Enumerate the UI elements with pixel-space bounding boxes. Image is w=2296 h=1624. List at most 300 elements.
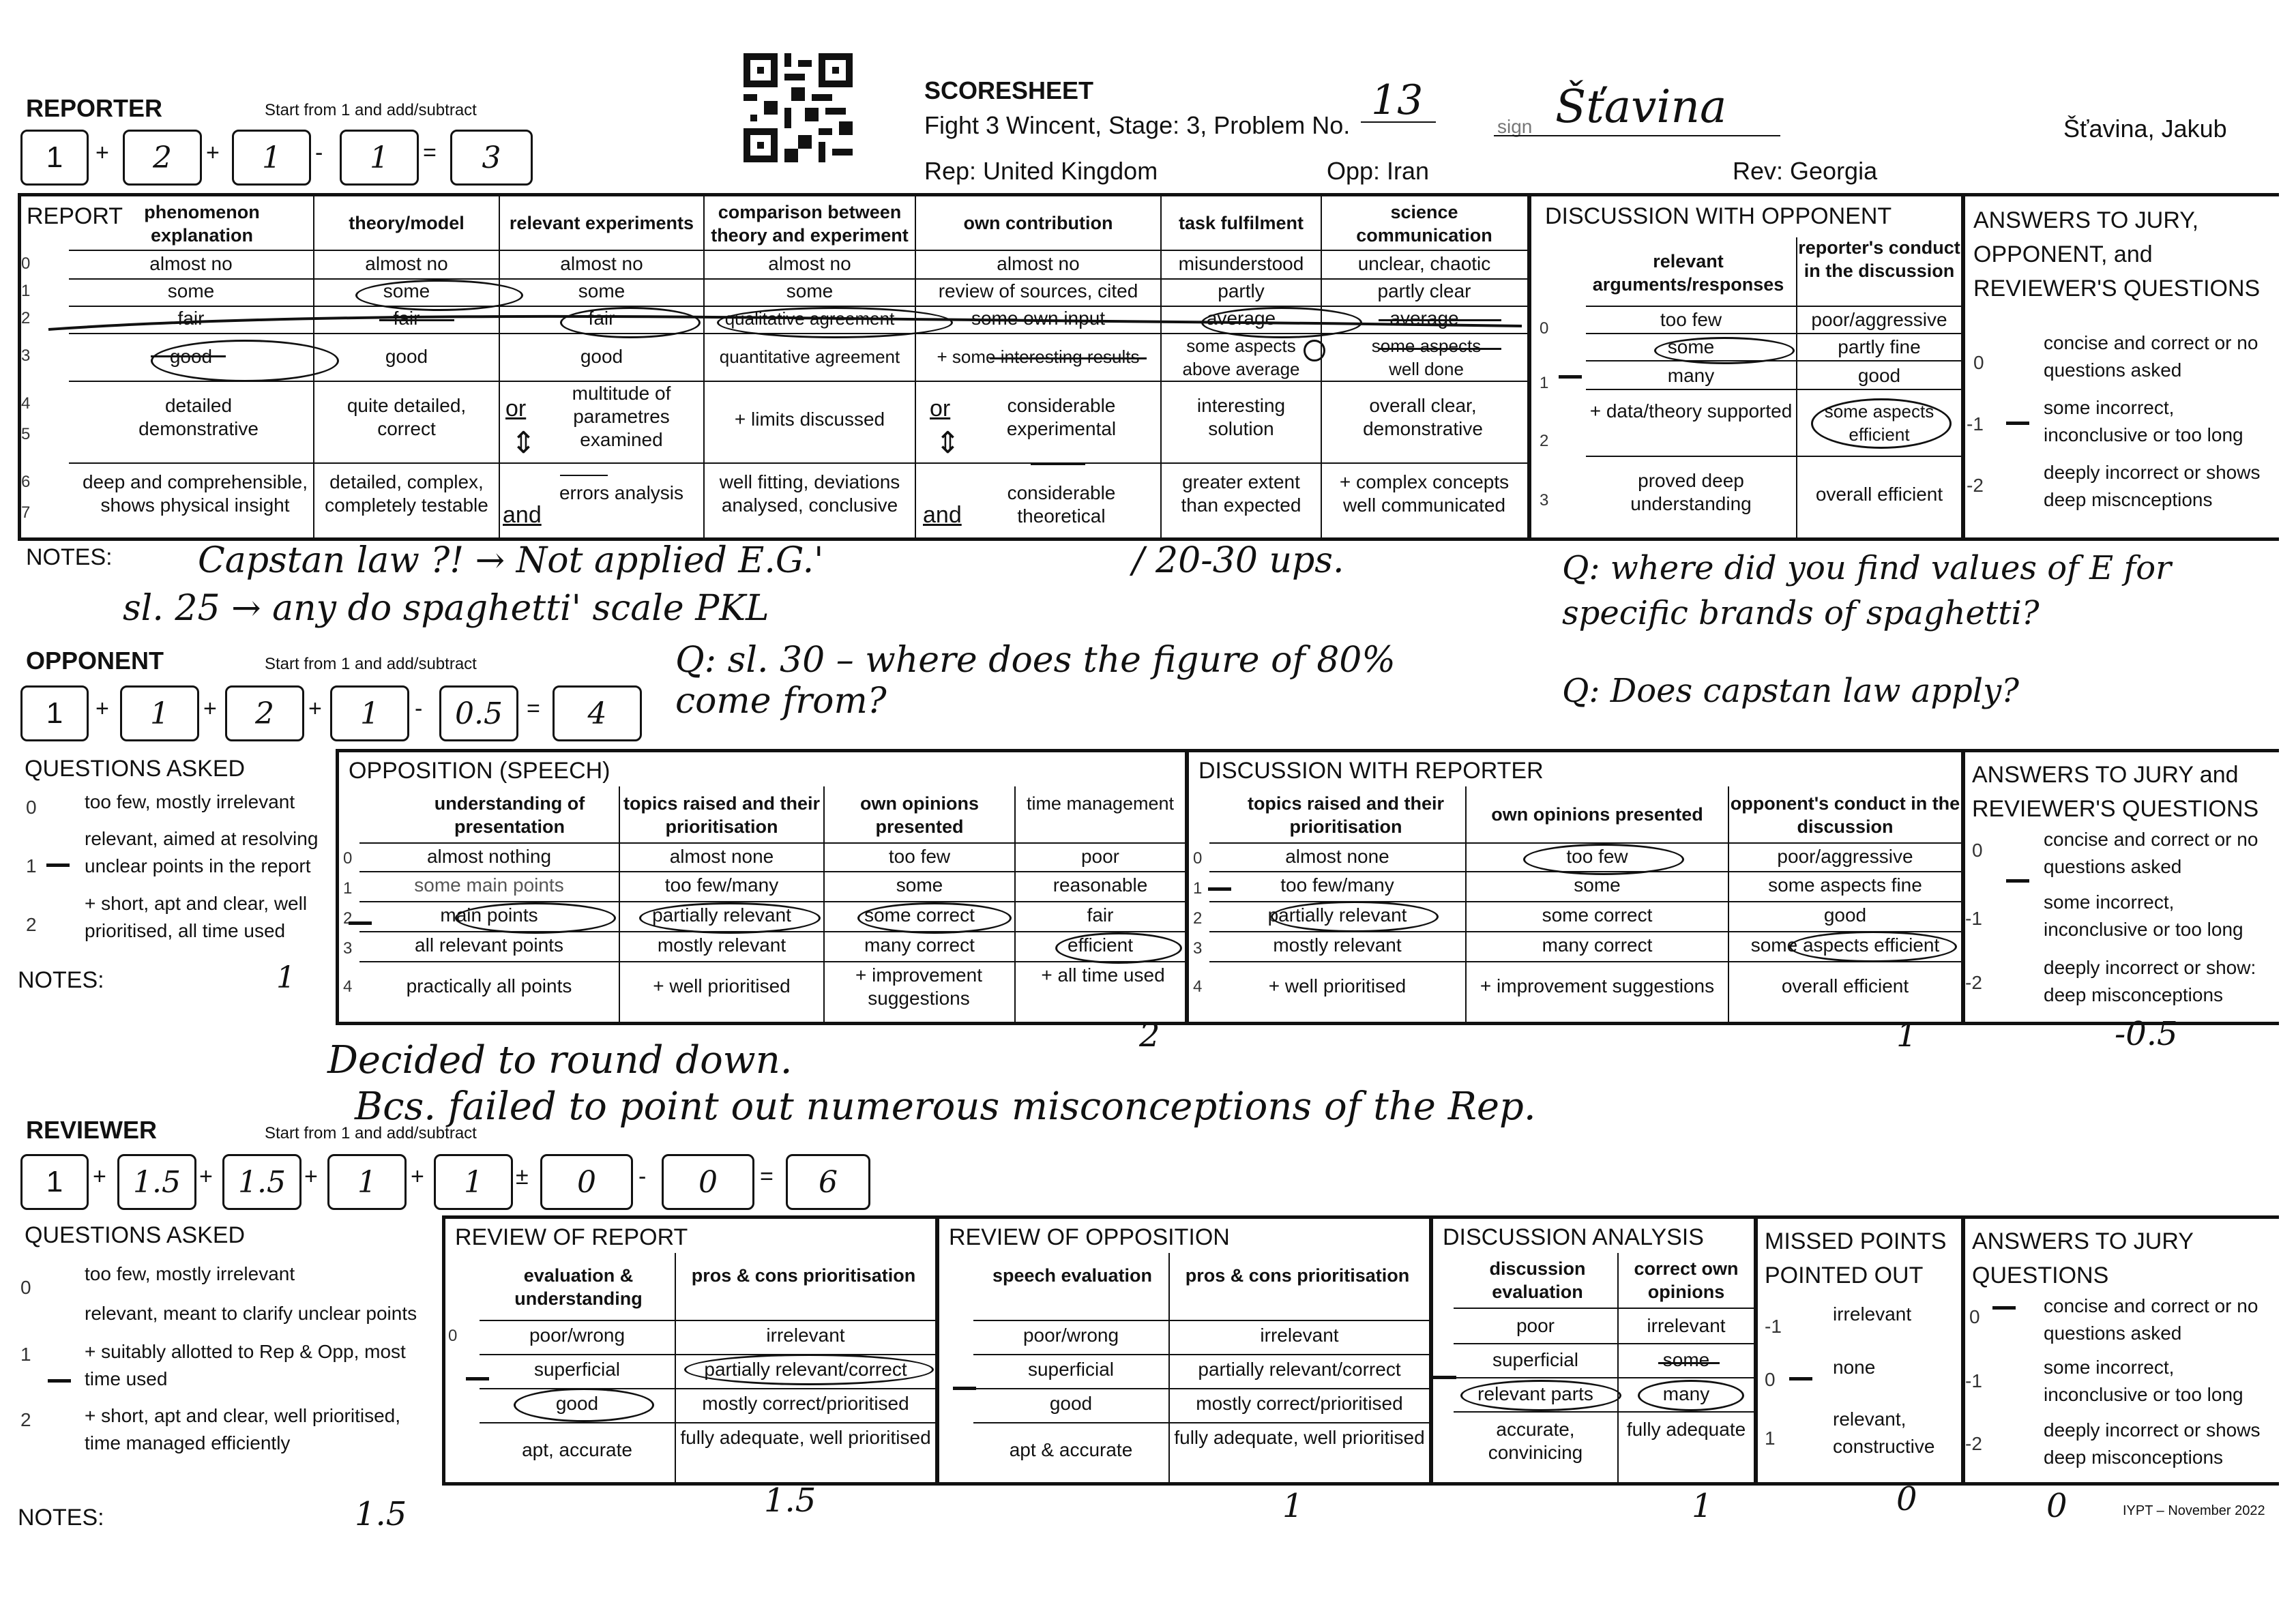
mp-title: MISSED POINTS POINTED OUT <box>1765 1228 1947 1288</box>
mark-circle <box>857 902 1012 934</box>
mark-circle <box>1460 1380 1621 1411</box>
mark-circle <box>455 902 616 934</box>
reviewer-calc-total[interactable]: 6 <box>786 1154 870 1210</box>
roo-option[interactable]: superficial <box>1027 1359 1115 1380</box>
speech-option[interactable]: + improvement suggestions <box>855 964 982 1009</box>
scale-label: 1 <box>1540 374 1549 392</box>
problem-underline <box>1361 121 1436 123</box>
strike-mark <box>990 357 1147 359</box>
col-header: phenomenon explanation <box>144 202 260 246</box>
scale-label: 2 <box>21 309 31 327</box>
disc-option[interactable]: many <box>1667 365 1715 386</box>
scale-label: 0 <box>1969 1306 1980 1327</box>
footer-label: IYPT – November 2022 <box>2123 1503 2265 1518</box>
scale-label: 0 <box>1540 319 1549 338</box>
da-option[interactable]: fully adequate <box>1626 1419 1746 1440</box>
reporter-title: REPORTER <box>26 94 163 122</box>
row-sep <box>359 871 1185 872</box>
report-option[interactable]: some aspects well done <box>1371 336 1482 379</box>
col-header: topics raised and their prioritisation <box>1247 793 1445 837</box>
speech-option[interactable]: some <box>896 874 943 896</box>
report-option[interactable]: average <box>1206 308 1276 329</box>
report-option[interactable]: multitude of parametres examined <box>572 383 671 450</box>
report-option[interactable]: detailed, complex, completely testable <box>325 471 488 516</box>
answer-option[interactable]: deeply incorrect or shows deep misconceptions <box>2044 1419 2261 1468</box>
reviewer-calc-questions[interactable]: 1.5 <box>117 1154 196 1210</box>
disc-option[interactable]: many correct <box>1542 934 1653 956</box>
scale-label: -1 <box>1965 908 1982 929</box>
scale-label: 0 <box>21 254 31 273</box>
roo-option[interactable]: poor/wrong <box>1022 1325 1119 1346</box>
row-sep <box>480 1388 935 1389</box>
disc-option[interactable]: + well prioritised <box>1268 975 1407 996</box>
reporter-calc-base[interactable]: 1 <box>20 130 89 186</box>
disc-option[interactable]: some aspects efficient <box>1750 934 1940 956</box>
disc-option[interactable]: good <box>1823 904 1867 926</box>
scale-label: 1 <box>1765 1428 1776 1449</box>
speech-option[interactable]: + all time used <box>1041 964 1165 986</box>
updown-arrow-icon: ⇕ <box>511 426 536 460</box>
scale-label: 6 <box>21 473 31 491</box>
calc-op: + <box>411 1164 424 1190</box>
ans-mark: -0.5 <box>2115 1015 2178 1053</box>
score-tick <box>1433 1376 1456 1379</box>
disc-option[interactable]: overall efficient <box>1815 484 1943 505</box>
disc-option[interactable]: partially relevant <box>1267 904 1407 926</box>
col-header: reporter's conduct in the discussion <box>1798 237 1960 281</box>
reviewer-hint: Start from 1 and add/subtract <box>265 1124 477 1142</box>
disc-option[interactable]: partly fine <box>1838 336 1921 357</box>
opponent-calc-answers[interactable]: 0.5 <box>439 685 518 741</box>
disc-option[interactable]: some <box>1574 874 1621 896</box>
ror-option[interactable]: partially relevant/correct <box>704 1359 907 1380</box>
scale-label: 1 <box>343 879 353 898</box>
scale-label: 0 <box>1765 1369 1776 1390</box>
row-sep <box>1586 389 1961 390</box>
disc-option[interactable]: + data/theory supported <box>1589 400 1793 422</box>
report-option[interactable]: errors analysis <box>559 482 684 503</box>
and-label: and <box>503 502 542 528</box>
report-option[interactable]: + limits discussed <box>734 409 885 430</box>
questions-option[interactable]: + short, apt and clear, well prioritised, time managed efficiently <box>85 1405 401 1453</box>
row-sep <box>69 250 1527 251</box>
scale-label: -2 <box>1967 475 1984 496</box>
row-sep <box>1586 456 1961 457</box>
row-sep <box>1586 306 1961 307</box>
score-tick <box>48 1379 71 1383</box>
row-sep <box>973 1422 1429 1423</box>
report-option[interactable]: almost no <box>149 253 233 274</box>
report-option[interactable]: good <box>385 346 428 367</box>
calc-op: - <box>315 140 323 166</box>
questions-option[interactable]: + short, apt and clear, well prioritised, all time used <box>85 893 308 941</box>
mark-circle <box>151 340 339 382</box>
speech-option[interactable]: some main points <box>414 874 564 896</box>
speech-option[interactable]: too few <box>888 846 951 867</box>
da-option[interactable]: some <box>1662 1349 1710 1370</box>
disc-option[interactable]: poor/aggressive <box>1777 846 1913 867</box>
mark-circle <box>1638 1380 1744 1411</box>
calc-op: = <box>423 140 437 166</box>
reporter-calc-total[interactable]: 3 <box>450 130 533 186</box>
report-option[interactable]: qualitative agreement <box>724 308 895 329</box>
col-header: time management <box>1026 793 1175 814</box>
mp-option[interactable]: none <box>1833 1357 1876 1378</box>
calc-op: + <box>203 696 217 722</box>
discussion-analysis-mark: 1 <box>1692 1487 1713 1525</box>
disc-option[interactable]: mostly relevant <box>1273 934 1402 956</box>
da-option[interactable]: relevant parts <box>1477 1383 1593 1404</box>
ror-mark: 1.5 <box>355 1495 407 1533</box>
report-option[interactable]: quantitative agreement <box>719 346 900 367</box>
rep-answers-title: ANSWERS TO JURY, OPPONENT, and REVIEWER'S QUESTIONS <box>1973 207 2261 301</box>
roo-option[interactable]: partially relevant/correct <box>1198 1359 1401 1380</box>
comment-text: Decided to round down. <box>327 1038 793 1082</box>
scale-label: 2 <box>20 1409 31 1430</box>
col-header: relevant arguments/responses <box>1592 251 1784 295</box>
col-header: understanding of presentation <box>434 793 585 837</box>
comment-text: Bcs. failed to point out numerous misconceptions of the Rep. <box>355 1084 1536 1129</box>
row-sep <box>973 1354 1429 1355</box>
ror-option[interactable]: good <box>555 1393 599 1414</box>
report-option[interactable]: fair <box>177 308 205 329</box>
mark-circle <box>1055 932 1182 964</box>
score-tick <box>2006 879 2029 883</box>
disc-option[interactable]: + improvement suggestions <box>1480 975 1715 996</box>
calc-op: + <box>308 696 322 722</box>
calc-op: + <box>199 1164 213 1190</box>
row-sep <box>359 961 1185 962</box>
row-sep <box>1454 1411 1754 1413</box>
calc-op: + <box>95 696 109 722</box>
scale-label: 3 <box>1540 491 1549 510</box>
reporter-notes-label: NOTES: <box>26 544 113 570</box>
rev-answers-title: ANSWERS TO JURY QUESTIONS <box>1972 1228 2194 1288</box>
questions-option[interactable]: relevant, meant to clarify unclear points <box>85 1303 417 1324</box>
report-option[interactable]: overall clear, demonstrative <box>1363 395 1483 439</box>
discussion-analysis-panel <box>1430 1215 1757 1486</box>
disc-option[interactable]: too few <box>1660 309 1722 330</box>
roo-option[interactable]: apt & accurate <box>1009 1439 1133 1460</box>
answer-option[interactable]: deeply incorrect or show: deep misconceptions <box>2044 957 2256 1005</box>
speech-option[interactable]: efficient <box>1068 934 1133 956</box>
calc-op: = <box>527 696 540 722</box>
col-header: pros & cons prioritisation <box>691 1265 916 1286</box>
questions-option[interactable]: + suitably allotted to Rep & Opp, most time used <box>85 1341 406 1389</box>
da-option[interactable]: superficial <box>1492 1349 1579 1370</box>
speech-option[interactable]: fair <box>1087 904 1114 926</box>
reviewer-calc-base[interactable]: 1 <box>20 1154 89 1210</box>
note-text: sl. 25 → any do spaghetti' scale PKL <box>123 588 769 629</box>
report-option[interactable]: good <box>580 346 623 367</box>
col-header: pros & cons prioritisation <box>1185 1265 1410 1286</box>
report-option[interactable]: some <box>383 280 430 301</box>
col-header: science communication <box>1356 202 1492 246</box>
report-option[interactable]: quite detailed, correct <box>347 395 467 439</box>
mark-circle <box>514 1388 654 1422</box>
ror-option[interactable]: mostly correct/prioritised <box>702 1393 909 1414</box>
roo-option[interactable]: fully adequate, well prioritised <box>1174 1427 1425 1448</box>
speech-option[interactable]: mostly relevant <box>657 934 786 956</box>
score-tick <box>1992 1306 2016 1310</box>
answers-mark: 0 <box>2046 1487 2067 1525</box>
report-option[interactable]: partly <box>1218 280 1265 301</box>
da-title: DISCUSSION ANALYSIS <box>1443 1224 1704 1250</box>
report-option[interactable]: almost no <box>768 253 851 274</box>
speech-option[interactable]: main points <box>440 904 538 926</box>
report-option[interactable]: good <box>169 346 213 367</box>
questions-option[interactable]: too few, mostly irrelevant <box>85 1263 295 1284</box>
opponent-answers-panel <box>1962 749 2279 1025</box>
col-header: speech evaluation <box>992 1265 1153 1286</box>
scale-label: 1 <box>26 855 37 876</box>
report-option[interactable]: almost no <box>560 253 643 274</box>
ror-option[interactable]: fully adequate, well prioritised <box>680 1427 931 1448</box>
answer-option[interactable]: concise and correct or no questions asked <box>2044 332 2258 381</box>
opponent-calc-base[interactable]: 1 <box>20 685 89 741</box>
report-option[interactable]: detailed demonstrative <box>138 395 259 439</box>
speech-option[interactable]: almost nothing <box>426 846 552 867</box>
mark-circle <box>684 1354 934 1385</box>
opponent-title: OPPONENT <box>26 647 164 675</box>
row-sep <box>1454 1343 1754 1344</box>
disc-opp-title: DISCUSSION WITH OPPONENT <box>1545 203 1892 229</box>
report-option[interactable]: some <box>578 280 625 301</box>
ror-option[interactable]: superficial <box>533 1359 621 1380</box>
rev-notes-label: NOTES: <box>18 1505 104 1531</box>
opponent-hint: Start from 1 and add/subtract <box>265 655 477 673</box>
opp-questions-title: QUESTIONS ASKED <box>25 756 246 782</box>
reviewer-calc-missed[interactable]: 0 <box>540 1154 633 1210</box>
col-header: own opinions presented <box>860 793 979 837</box>
speech-option[interactable]: all relevant points <box>415 934 563 956</box>
reviewer-calc-answers[interactable]: 0 <box>662 1154 754 1210</box>
row-sep <box>480 1320 935 1321</box>
report-option[interactable]: considerable experimental <box>1006 395 1117 439</box>
report-option[interactable]: deep and comprehensible, shows physical insight <box>82 471 308 516</box>
questions-option[interactable]: relevant, aimed at resolving unclear points in the report <box>85 828 319 876</box>
report-option[interactable]: fair <box>393 308 420 329</box>
da-option[interactable]: irrelevant <box>1647 1315 1726 1336</box>
calc-op: + <box>206 140 220 166</box>
da-option[interactable]: accurate, convinicing <box>1488 1419 1583 1463</box>
speech-option[interactable]: some correct <box>864 904 975 926</box>
mp-option[interactable]: relevant, constructive <box>1833 1408 1935 1457</box>
scoresheet-title: SCORESHEET <box>924 76 1094 104</box>
reviewer-calc-ror[interactable]: 1.5 <box>222 1154 301 1210</box>
reviewer-calc-roo[interactable]: 1 <box>327 1154 407 1210</box>
disc-option[interactable]: too few/many <box>1280 874 1394 896</box>
report-option[interactable]: review of sources, cited <box>938 280 1138 301</box>
divider <box>560 475 608 476</box>
mark-circle <box>1523 844 1684 875</box>
scale-label: -1 <box>1967 413 1984 434</box>
answer-option[interactable]: some incorrect, inconclusive or too long <box>2044 1357 2243 1405</box>
problem-number: 13 <box>1371 76 1424 124</box>
report-option[interactable]: + some interesting results <box>937 346 1140 367</box>
rev-team: Rev: Georgia <box>1733 157 1878 185</box>
scale-label: 4 <box>343 977 353 996</box>
reviewer-calc-discussion[interactable]: 1 <box>434 1154 513 1210</box>
opponent-calc-speech[interactable]: 2 <box>225 685 304 741</box>
roo-option[interactable]: irrelevant <box>1260 1325 1339 1346</box>
disc-option[interactable]: proved deep understanding <box>1630 470 1752 514</box>
score-tick <box>1559 375 1582 379</box>
col-header: evaluation & understanding <box>514 1265 643 1309</box>
col-header: theory/model <box>349 213 465 233</box>
speech-option[interactable]: partially relevant <box>652 904 791 926</box>
scale-label: 4 <box>21 394 31 413</box>
note-text: / 20-30 ups. <box>1132 540 1344 581</box>
speech-option[interactable]: reasonable <box>1053 874 1148 896</box>
answer-option[interactable]: deeply incorrect or shows deep miscnceptions <box>2044 462 2261 510</box>
questions-option[interactable]: too few, mostly irrelevant <box>85 791 295 812</box>
report-option[interactable]: some aspects above average <box>1182 336 1300 379</box>
speech-option[interactable]: too few/many <box>664 874 779 896</box>
ror-title: REVIEW OF REPORT <box>455 1224 688 1250</box>
report-option[interactable]: considerable theoretical <box>1007 482 1116 527</box>
speech-option[interactable]: poor <box>1080 846 1120 867</box>
disc-option[interactable]: some correct <box>1542 904 1653 926</box>
disc-option[interactable]: poor/aggressive <box>1811 309 1947 330</box>
report-option[interactable]: greater extent than expected <box>1181 471 1301 516</box>
or-label: or <box>505 396 527 422</box>
roo-option[interactable]: good <box>1049 1393 1093 1414</box>
row-sep <box>973 1320 1429 1321</box>
mp-option[interactable]: irrelevant <box>1833 1303 1912 1325</box>
ror-option[interactable]: apt, accurate <box>522 1439 632 1460</box>
disc-option[interactable]: too few <box>1566 846 1628 867</box>
col-header: topics raised and their prioritisation <box>623 793 821 837</box>
opp-notes-label: NOTES: <box>18 967 104 993</box>
answer-option[interactable]: concise and correct or no questions asked <box>2044 829 2258 877</box>
opponent-calc-discussion[interactable]: 1 <box>330 685 409 741</box>
col-header: comparison between theory and experiment <box>711 202 909 246</box>
juror-name: Šťavina, Jakub <box>2063 115 2227 143</box>
col-header: own contribution <box>963 213 1113 233</box>
disc-option[interactable]: some aspects efficient <box>1824 401 1934 445</box>
speech-mark: 2 <box>1139 1016 1160 1054</box>
scale-label: -2 <box>1965 972 1982 993</box>
report-option[interactable]: unclear, chaotic <box>1357 253 1491 274</box>
scale-label: 0 <box>1193 849 1203 868</box>
strike-mark <box>1658 1362 1720 1364</box>
da-option[interactable]: poor <box>1516 1315 1555 1336</box>
report-option[interactable]: partly clear <box>1377 280 1471 301</box>
mark-circle <box>1304 340 1325 361</box>
row-sep <box>359 901 1185 902</box>
report-option[interactable]: + complex concepts well communicated <box>1339 471 1510 516</box>
speech-title: OPPOSITION (SPEECH) <box>349 758 610 784</box>
answer-option[interactable]: concise and correct or no questions asked <box>2044 1295 2258 1344</box>
scale-label: 7 <box>21 503 31 522</box>
calc-op: + <box>93 1164 106 1190</box>
sign-label: sign <box>1497 116 1533 137</box>
scale-label: 0 <box>26 797 37 818</box>
report-panel <box>18 193 1531 541</box>
report-option[interactable]: some <box>167 280 215 301</box>
opp-team: Opp: Iran <box>1327 157 1430 185</box>
disc-option[interactable]: some aspects fine <box>1768 874 1922 896</box>
disc-option[interactable]: some <box>1667 336 1715 357</box>
opponent-calc-questions[interactable]: 1 <box>120 685 199 741</box>
report-option[interactable]: well fitting, deviations analysed, conclusive <box>719 471 900 516</box>
row-sep <box>1454 1377 1754 1378</box>
strike-mark <box>1379 348 1501 350</box>
questions-mark: 1 <box>276 960 295 995</box>
disc-option[interactable]: almost none <box>1285 846 1389 867</box>
report-option[interactable]: fair <box>588 308 615 329</box>
report-option[interactable]: some <box>786 280 834 301</box>
reporter-answers-panel <box>1962 193 2279 541</box>
speech-option[interactable]: practically all points <box>406 975 572 996</box>
roo-title: REVIEW OF OPPOSITION <box>949 1224 1230 1250</box>
report-title: REPORT <box>27 203 123 229</box>
reporter-calc-discussion[interactable]: 1 <box>232 130 311 186</box>
report-option[interactable]: some own input <box>971 308 1106 329</box>
and-label: and <box>923 502 962 528</box>
score-tick <box>1208 887 1231 891</box>
roo-option[interactable]: mostly correct/prioritised <box>1196 1393 1403 1414</box>
answer-option[interactable]: some incorrect, inconclusive or too long <box>2044 397 2243 445</box>
mark-circle <box>1271 901 1439 932</box>
da-option[interactable]: many <box>1662 1383 1710 1404</box>
score-tick <box>1789 1377 1812 1381</box>
sign-underline <box>1494 135 1780 136</box>
report-option[interactable]: almost no <box>365 253 448 274</box>
calc-op: ± <box>516 1164 529 1190</box>
scale-label: 1 <box>20 1344 31 1365</box>
score-tick <box>466 1377 489 1381</box>
disc-option[interactable]: good <box>1857 365 1901 386</box>
col-header: opponent's conduct in the discussion <box>1730 793 1960 837</box>
speech-option[interactable]: many correct <box>864 934 975 956</box>
opponent-calc-total[interactable]: 4 <box>553 685 642 741</box>
or-label: or <box>930 396 951 422</box>
rev-questions-title: QUESTIONS ASKED <box>25 1222 246 1248</box>
ror-option[interactable]: poor/wrong <box>529 1325 625 1346</box>
scale-label: 1 <box>1193 879 1203 898</box>
scale-label: 4 <box>1193 977 1203 996</box>
answer-option[interactable]: some incorrect, inconclusive or too long <box>2044 891 2243 940</box>
ror-option[interactable]: irrelevant <box>766 1325 845 1346</box>
reporter-calc-answers[interactable]: 1 <box>340 130 419 186</box>
report-option[interactable]: average <box>1389 308 1459 329</box>
speech-option[interactable]: almost none <box>669 846 774 867</box>
calc-op: + <box>304 1164 318 1190</box>
calc-op: - <box>415 696 423 722</box>
discussion-mark: 1 <box>1282 1487 1304 1525</box>
speech-option[interactable]: + well prioritised <box>653 975 791 996</box>
report-option[interactable]: almost no <box>997 253 1080 274</box>
signature: Šťavina <box>1555 80 1727 133</box>
report-option[interactable]: interesting solution <box>1196 395 1286 439</box>
mark-circle <box>1654 337 1795 364</box>
note-text: Q: sl. 30 – where does the figure of 80% come from? <box>675 640 1396 722</box>
col-header: discussion evaluation <box>1489 1258 1586 1302</box>
score-tick <box>953 1387 976 1390</box>
reporter-calc-report[interactable]: 2 <box>123 130 202 186</box>
scale-label: -1 <box>1765 1316 1782 1337</box>
scale-label: 0 <box>20 1277 31 1298</box>
divider <box>1031 464 1085 465</box>
score-tick <box>46 863 70 867</box>
calc-op: = <box>760 1164 774 1190</box>
missed-points-panel <box>1754 1215 1964 1486</box>
disc-option[interactable]: overall efficient <box>1781 975 1909 996</box>
report-option[interactable]: misunderstood <box>1178 253 1304 274</box>
mark-circle <box>1811 398 1952 449</box>
